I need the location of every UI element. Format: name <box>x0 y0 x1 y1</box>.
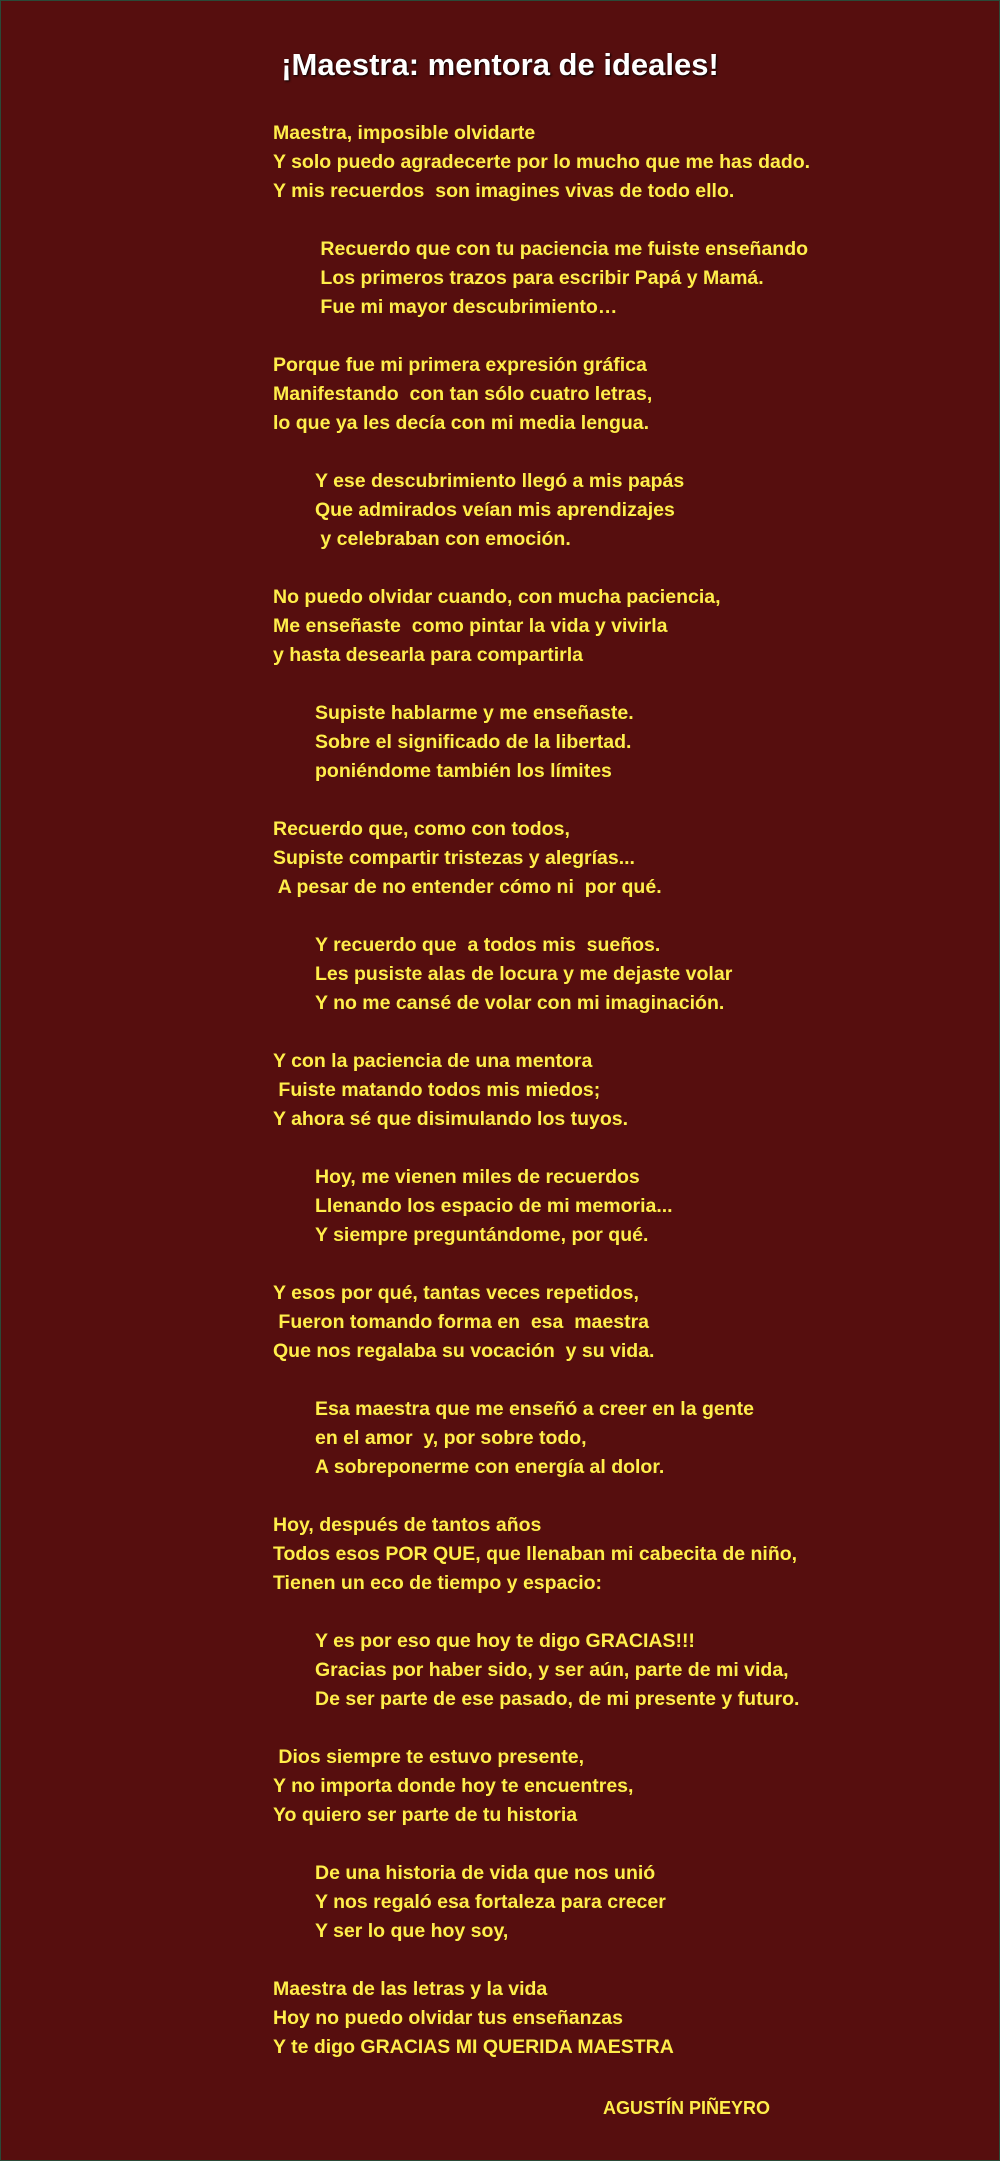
author-signature: AGUSTÍN PIÑEYRO <box>603 2098 771 2118</box>
poem-title: ¡Maestra: mentora de ideales! <box>281 47 719 82</box>
poem-line: A pesar de no entender cómo ni por qué. <box>273 876 662 898</box>
poem-line: y hasta desearla para compartirla <box>273 644 583 666</box>
poem-line: Hoy, me vienen miles de recuerdos <box>315 1166 640 1188</box>
stanza <box>273 1395 993 1482</box>
poem-line: Y es por eso que hoy te digo GRACIAS!!! <box>315 1630 695 1652</box>
stanza <box>273 699 993 786</box>
poem-line: Les pusiste alas de locura y me dejaste volar <box>315 963 733 985</box>
poem-line: Y esos por qué, tantas veces repetidos, <box>273 1282 639 1304</box>
poem-line: Y recuerdo que a todos mis sueños. <box>315 934 661 956</box>
poem-line: Sobre el significado de la libertad. <box>315 731 632 753</box>
poem-line: No puedo olvidar cuando, con mucha paciencia, <box>273 586 721 608</box>
stanza <box>273 1975 993 2062</box>
poem-line: Yo quiero ser parte de tu historia <box>273 1804 578 1826</box>
stanza <box>273 583 993 670</box>
poem-line: Y con la paciencia de una mentora <box>273 1050 593 1072</box>
stanza <box>273 1743 993 1830</box>
poem-line: Todos esos POR QUE, que llenaban mi cabecita de niño, <box>273 1543 798 1565</box>
poem-line: lo que ya les decía con mi media lengua. <box>273 412 650 434</box>
stanza <box>273 1279 993 1366</box>
poem-line: Y te digo GRACIAS MI QUERIDA MAESTRA <box>273 2036 674 2058</box>
poem-line: Tienen un eco de tiempo y espacio: <box>273 1572 603 1594</box>
poem-line: poniéndome también los límites <box>315 760 612 782</box>
poem-line: Llenando los espacio de mi memoria... <box>315 1195 673 1217</box>
poem-line: Y no importa donde hoy te encuentres, <box>273 1775 634 1797</box>
poem-line: Supiste hablarme y me enseñaste. <box>315 702 634 724</box>
poem-line: Gracias por haber sido, y ser aún, parte de mi vida, <box>315 1659 789 1681</box>
poem-line: Dios siempre te estuvo presente, <box>273 1746 585 1768</box>
poem-line: Recuerdo que, como con todos, <box>273 818 570 840</box>
poem-line: Recuerdo que con tu paciencia me fuiste enseñando <box>315 238 809 260</box>
poem-line: Y ahora sé que disimulando los tuyos. <box>273 1108 629 1130</box>
poem-line: Me enseñaste como pintar la vida y vivirla <box>273 615 668 637</box>
poem-line: Supiste compartir tristezas y alegrías... <box>273 847 635 869</box>
poem-line: De ser parte de ese pasado, de mi presente y futuro. <box>315 1688 800 1710</box>
stanza <box>273 931 993 1018</box>
stanza <box>273 1511 993 1598</box>
stanza <box>273 235 993 322</box>
poem-line: Y solo puedo agradecerte por lo mucho que me has dado. <box>273 151 811 173</box>
poem-line: en el amor y, por sobre todo, <box>315 1427 587 1449</box>
stanza <box>273 119 993 206</box>
stanza <box>273 1163 993 1250</box>
poem-line: Y mis recuerdos son imagines vivas de todo ello. <box>273 180 735 202</box>
poem-line: Maestra de las letras y la vida <box>273 1978 548 2000</box>
poem-body <box>273 119 993 2091</box>
poem-line: Y siempre preguntándome, por qué. <box>315 1224 649 1246</box>
stanza <box>273 1627 993 1714</box>
poem-line: Los primeros trazos para escribir Papá y Mamá. <box>315 267 764 289</box>
poem-line: Hoy, después de tantos años <box>273 1514 542 1536</box>
stanza <box>273 467 993 554</box>
stanza <box>273 1047 993 1134</box>
poem-line: De una historia de vida que nos unió <box>315 1862 656 1884</box>
poem-line: Fuiste matando todos mis miedos; <box>273 1079 601 1101</box>
poem-line: Esa maestra que me enseñó a creer en la gente <box>315 1398 754 1420</box>
poem-line: Fue mi mayor descubrimiento… <box>315 296 618 318</box>
poem-line: Que admirados veían mis aprendizajes <box>315 499 675 521</box>
poem-line: Que nos regalaba su vocación y su vida. <box>273 1340 655 1362</box>
stanza <box>273 815 993 902</box>
poem-line: Y nos regaló esa fortaleza para crecer <box>315 1891 666 1913</box>
poem-line: Fueron tomando forma en esa maestra <box>273 1311 650 1333</box>
poem-line: Maestra, imposible olvidarte <box>273 122 536 144</box>
poem-line: Y ser lo que hoy soy, <box>315 1920 509 1942</box>
poem-line: y celebraban con emoción. <box>315 528 571 550</box>
poem-line: Y ese descubrimiento llegó a mis papás <box>315 470 685 492</box>
stanza <box>273 1859 993 1946</box>
poem-line: Manifestando con tan sólo cuatro letras, <box>273 383 653 405</box>
poem-line: Hoy no puedo olvidar tus enseñanzas <box>273 2007 623 2029</box>
poem-line: Porque fue mi primera expresión gráfica <box>273 354 647 376</box>
poem-line: Y no me cansé de volar con mi imaginación. <box>315 992 725 1014</box>
stanza <box>273 351 993 438</box>
poem-line: A sobreponerme con energía al dolor. <box>315 1456 665 1478</box>
